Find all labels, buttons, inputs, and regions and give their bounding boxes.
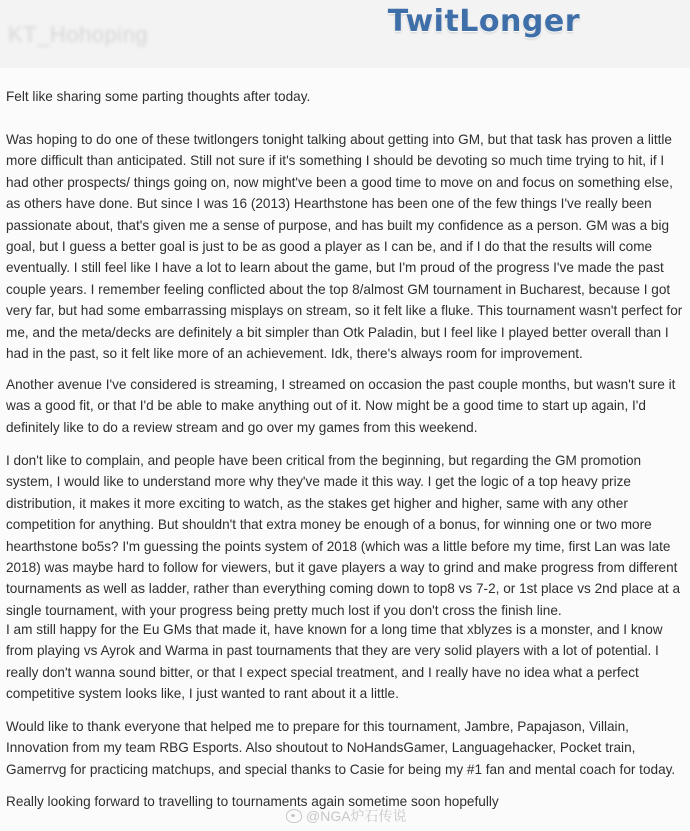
post-paragraph-1: Felt like sharing some parting thoughts after today. <box>6 89 311 104</box>
weibo-icon <box>286 809 302 823</box>
post-paragraph-3: Another avenue I've considered is streaming, I streamed on occasion the past couple months, but wasn't sure it was a good fit, or that I'd be able to make anything out of it. Now might be a good time to start up again, I'd definitely like to do a review stream and go over my games from this weekend. <box>6 377 676 435</box>
post-paragraph-6: Would like to thank everyone that helped me to prepare for this tournament, Jambre, Papajason, Villain, Innovation from my team RBG Esports. Also shoutout to NoHandsGamer, Languagehacker, Pocket train, Gamerrvg for practicing matchups, and special thanks to Casie for being my #1 fan and mental coach for today. <box>6 719 676 777</box>
post-paragraph-5: I am still happy for the Eu GMs that made it, have known for a long time that xblyzes is a monster, and I know from playing vs Ayrok and Warma in past tournaments that they are very solid players with a lot of potential. I really don't wanna sound bitter, or that I expect special treatment, and I really have no idea what a perfect competitive system looks like, I just wanted to rant about it a little. <box>6 622 663 702</box>
author-username[interactable]: KT_Hohoping <box>8 22 149 47</box>
twitlonger-logo[interactable]: TwitLonger <box>387 4 580 39</box>
watermark-text: @NGA炉石传说 <box>306 808 407 824</box>
post-paragraph-7: Really looking forward to travelling to tournaments again sometime soon hopefully <box>6 794 499 809</box>
post-paragraph-2: Was hoping to do one of these twitlongers tonight talking about getting into GM, but that task has proven a little more difficult than anticipated. Still not sure if it's something I should be devoting so much time trying to hit, if I had other prospects/ things going on, now might've been a good time to move on and focus on something else, as others have done. But since I was 16 (2013) Hearthstone has been one of the few things I've really been passionate about, that's given me a sense of purpose, and has built my confidence as a person. GM was a big goal, but I guess a better goal is just to be as good a player as I can be, and if I do that the results will come eventually. I still feel like I have a lot to learn about the game, but I'm proud of the progress I've made the past couple years. I remember feeling conflicted about the top 8/almost GM tournament in Bucharest, because I got very far, but had some embarrassing misplays on stream, so it felt like a fluke. This tournament wasn't perfect for me, and the meta/decks are definitely a bit simpler than Otk Paladin, but I feel like I played better overall than I had in the past, so it felt like more of an achievement. Idk, there's always room for improvement. <box>6 132 683 362</box>
page-header <box>0 0 690 69</box>
post-paragraph-4: I don't like to complain, and people have been critical from the beginning, but regarding the GM promotion system, I would like to understand more why they've made it this way. I get the logic of a top heavy prize distribution, it makes it more exciting to watch, as the stakes get higher and higher, same with any other competition for anything. But shouldn't that extra money be enough of a bonus, for winning one or two more hearthstone bo5s? I'm guessing the points system of 2018 (which was a little before my time, first Lan was late 2018) was maybe hard to follow for viewers, but it gave players a way to grind and make progress from different tournaments as well as ladder, rather than everything coming down to top8 vs 7-2, or 1st place vs 2nd place at a single tournament, with your progress being pretty much lost if you don't cross the finish line. <box>6 453 681 618</box>
weibo-watermark <box>286 806 407 826</box>
